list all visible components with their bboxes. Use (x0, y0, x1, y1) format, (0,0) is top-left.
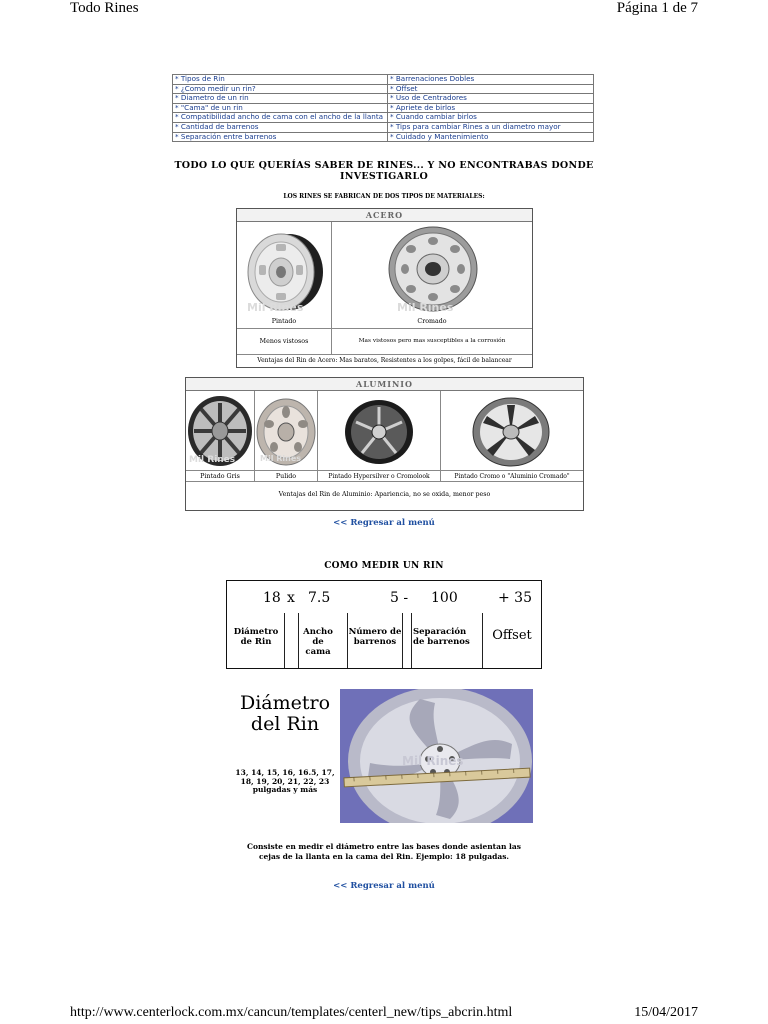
diametro-sizes: 13, 14, 15, 16, 16.5, 17, 18, 19, 20, 21, 22, 23 pulgadas y más (235, 768, 335, 794)
back-to-menu-link-2[interactable]: << Regresar al menú (333, 881, 435, 891)
medir-diagram (226, 580, 542, 669)
value-offset: + 35 (498, 590, 532, 606)
value-barrenos: 5 - (390, 590, 409, 606)
menu-link-diametro[interactable]: * Diametro de un rin (173, 94, 388, 104)
main-title: TODO LO QUE QUERÍAS SABER DE RINES... Y NO ENCONTRABAS DONDE INVESTIGARLO (174, 160, 594, 182)
aluminio-cromo-label: Pintado Cromo o "Aluminio Cromado" (454, 473, 570, 480)
acero-pintado-desc: Menos vistosos (259, 338, 309, 345)
footer-date: 15/04/2017 (634, 1005, 698, 1020)
aluminio-gris-label: Pintado Gris (200, 473, 240, 480)
acero-watermark: Mil Rines (247, 301, 304, 314)
aluminio-ventajas: Ventajas del Rin de Aluminio: Apariencia, no se oxida, menor peso (278, 491, 491, 498)
menu-table (172, 74, 594, 142)
svg-text:Mil Rines: Mil Rines (260, 454, 302, 463)
menu-link-separacion[interactable]: * Separación entre barrenos (173, 132, 388, 142)
label-diametro: Diámetro de Rin (233, 627, 279, 647)
aluminio-heading: ALUMINIO (186, 378, 583, 391)
aluminio-hypersilver-label: Pintado Hypersilver o Cromolook (328, 473, 430, 480)
steel-painted-wheel-image (243, 225, 327, 315)
label-ancho: Ancho de cama (303, 627, 333, 657)
alloy-pulido-wheel-image (256, 397, 316, 467)
footer-url[interactable]: http://www.centerlock.com.mx/cancun/templates/centerl_new/tips_abcrin.html (70, 1005, 513, 1020)
alloy-cromo-wheel-image (469, 396, 553, 468)
menu-link-centradores[interactable]: * Uso de Centradores (388, 94, 594, 104)
page-number: Página 1 de 7 (616, 0, 698, 16)
value-ancho: 7.5 (308, 590, 331, 606)
acero-box (236, 208, 533, 368)
acero-ventajas: Ventajas del Rin de Acero: Mas baratos, Resistentes a los golpes, fácil de balancear (257, 357, 512, 364)
menu-link-cama[interactable]: * "Cama" de un rin (173, 103, 388, 113)
steel-chrome-wheel-image (383, 223, 483, 315)
menu-link-apriete[interactable]: * Apriete de birlos (388, 103, 594, 113)
menu-link-barrenaciones[interactable]: * Barrenaciones Dobles (388, 75, 594, 85)
acero-cromado-label: Cromado (417, 318, 447, 325)
menu-link-cantidad[interactable]: * Cantidad de barrenos (173, 122, 388, 132)
diameter-measure-image (340, 689, 533, 823)
label-offset: Offset (492, 628, 532, 643)
materials-subtitle: LOS RINES SE FABRICAN DE DOS TIPOS DE MATERIALES: (283, 193, 485, 200)
label-separacion: Separación de barrenos (413, 627, 470, 647)
alloy-hypersilver-wheel-image (342, 398, 416, 466)
value-separacion: 100 (431, 590, 458, 606)
label-numero: Número de barrenos (348, 627, 402, 647)
alloy-gris-wheel-image (187, 394, 253, 468)
medir-title: COMO MEDIR UN RIN (324, 561, 444, 571)
page-header-title: Todo Rines (70, 0, 139, 16)
menu-link-cuidado[interactable]: * Cuidado y Mantenimiento (388, 132, 594, 142)
value-x: x (287, 590, 295, 606)
diametro-watermark: Mil Rines (402, 754, 464, 768)
menu-link-tipos[interactable]: * Tipos de Rin (173, 75, 388, 85)
aluminio-pulido-label: Pulido (275, 473, 297, 480)
menu-link-tips[interactable]: * Tips para cambiar Rines a un diametro mayor (388, 122, 594, 132)
menu-link-cambiar-birlos[interactable]: * Cuando cambiar birlos (388, 113, 594, 123)
diametro-heading: Diámetro del Rin (239, 692, 331, 735)
svg-text:Mil Rines: Mil Rines (189, 455, 236, 465)
back-to-menu-link[interactable]: << Regresar al menú (333, 518, 435, 528)
acero-heading: ACERO (237, 209, 532, 222)
aluminio-box (185, 377, 584, 511)
menu-link-compatibilidad[interactable]: * Compatibilidad ancho de cama con el ancho de la llanta (173, 113, 388, 123)
menu-link-medir[interactable]: * ¿Como medir un rin? (173, 84, 388, 94)
acero-cromado-desc: Mas vistosos pero mas susceptibles a la corrosión (358, 338, 506, 344)
diametro-description: Consiste en medir el diámetro entre las bases donde asientan las cejas de la llanta en la cama del Rin. Ejemplo: 18 pulgadas. (247, 842, 521, 861)
menu-link-offset[interactable]: * Offset (388, 84, 594, 94)
value-diametro: 18 (263, 590, 281, 606)
acero-pintado-label: Pintado (271, 318, 297, 325)
svg-text:Mil Rines: Mil Rines (397, 301, 454, 314)
